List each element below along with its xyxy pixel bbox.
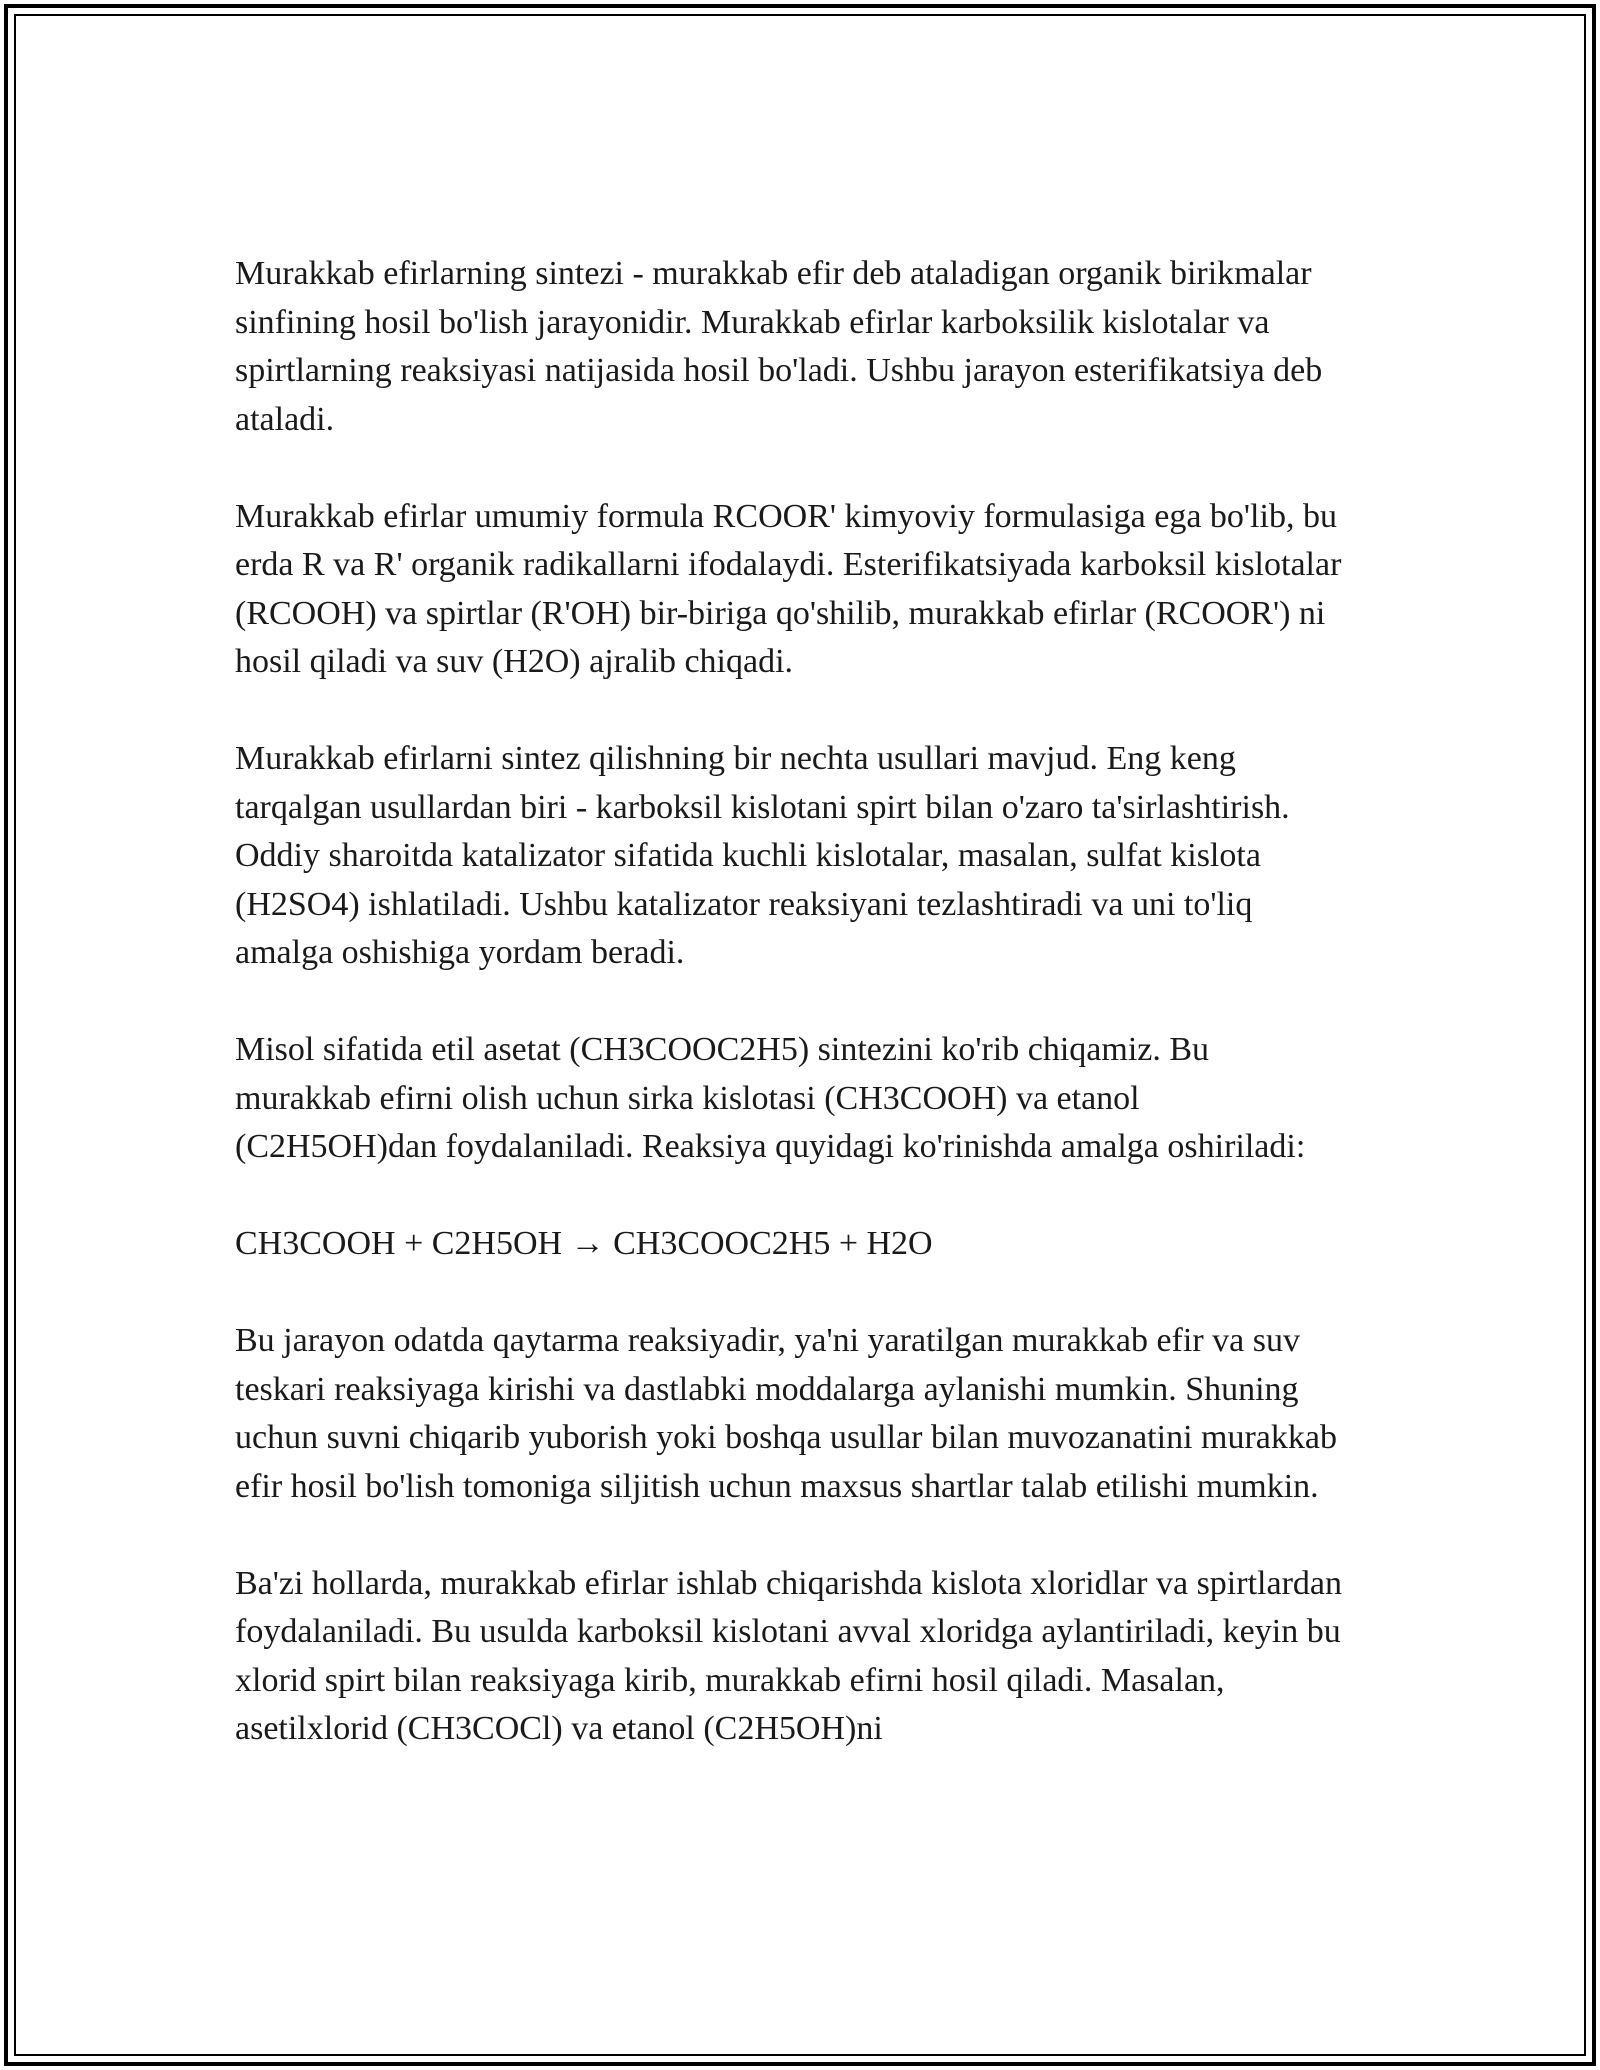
reaction-equation: CH3COOH + C2H5OH → CH3COOC2H5 + H2O	[235, 1225, 933, 1262]
paragraph-general-formula: Murakkab efirlar umumiy formula RCOOR' kimyoviy formulasiga ega bo'lib, bu erda R va R' organik radikallarni ifodalaydi. Esterifikatsiyada karboksil kislotalar (RCOOH) va spirtlar (R'OH) bir-biriga qo'shilib, murakkab efirlar (RCOOR') ni hosil qiladi va suv (H2O) ajralib chiqadi.	[235, 497, 1342, 680]
paragraph-reversible-reaction: Bu jarayon odatda qaytarma reaksiyadir, ya'ni yaratilgan murakkab efir va suv teskari reaksiyaga kirishi va dastlabki moddalarga aylanishi mumkin. Shuning uchun suvni chiqarib yuborish yoki boshqa usullar bilan muvozanatini murakkab efir hosil bo'lish tomoniga siljitish uchun maxsus shartlar talab etilishi mumkin.	[235, 1322, 1337, 1505]
paragraph-synthesis-methods: Murakkab efirlarni sintez qilishning bir nechta usullari mavjud. Eng keng tarqalgan usullardan biri - karboksil kislotani spirt bilan o'zaro ta'sirlashtirish. Oddiy sharoitda katalizator sifatida kuchli kislotalar, masalan, sulfat kislota (H2SO4) ishlatiladi. Ushbu katalizator reaksiyani tezlashtiradi va uni to'liq amalga oshishiga yordam beradi.	[235, 740, 1290, 971]
document-body	[235, 250, 1345, 1802]
paragraph-ethyl-acetate-example: Misol sifatida etil asetat (CH3COOC2H5) sintezini ko'rib chiqamiz. Bu murakkab efirni olish uchun sirka kislotasi (CH3COOH) va etanol (C2H5OH)dan foydalaniladi. Reaksiya quyidagi ko'rinishda amalga oshiriladi:	[235, 1031, 1306, 1165]
paragraph-intro: Murakkab efirlarning sintezi - murakkab efir deb ataladigan organik birikmalar sinfining hosil bo'lish jarayonidir. Murakkab efirlar karboksilik kislotalar va spirtlarning reaksiyasi natijasida hosil bo'ladi. Ushbu jarayon esterifikatsiya deb ataladi.	[235, 255, 1323, 438]
paragraph-acid-chlorides: Ba'zi hollarda, murakkab efirlar ishlab chiqarishda kislota xloridlar va spirtlardan foydalaniladi. Bu usulda karboksil kislotani avval xloridga aylantiriladi, keyin bu xlorid spirt bilan reaksiyaga kirib, murakkab efirni hosil qiladi. Masalan, asetilxlorid (CH3COCl) va etanol (C2H5OH)ni	[235, 1564, 1342, 1747]
